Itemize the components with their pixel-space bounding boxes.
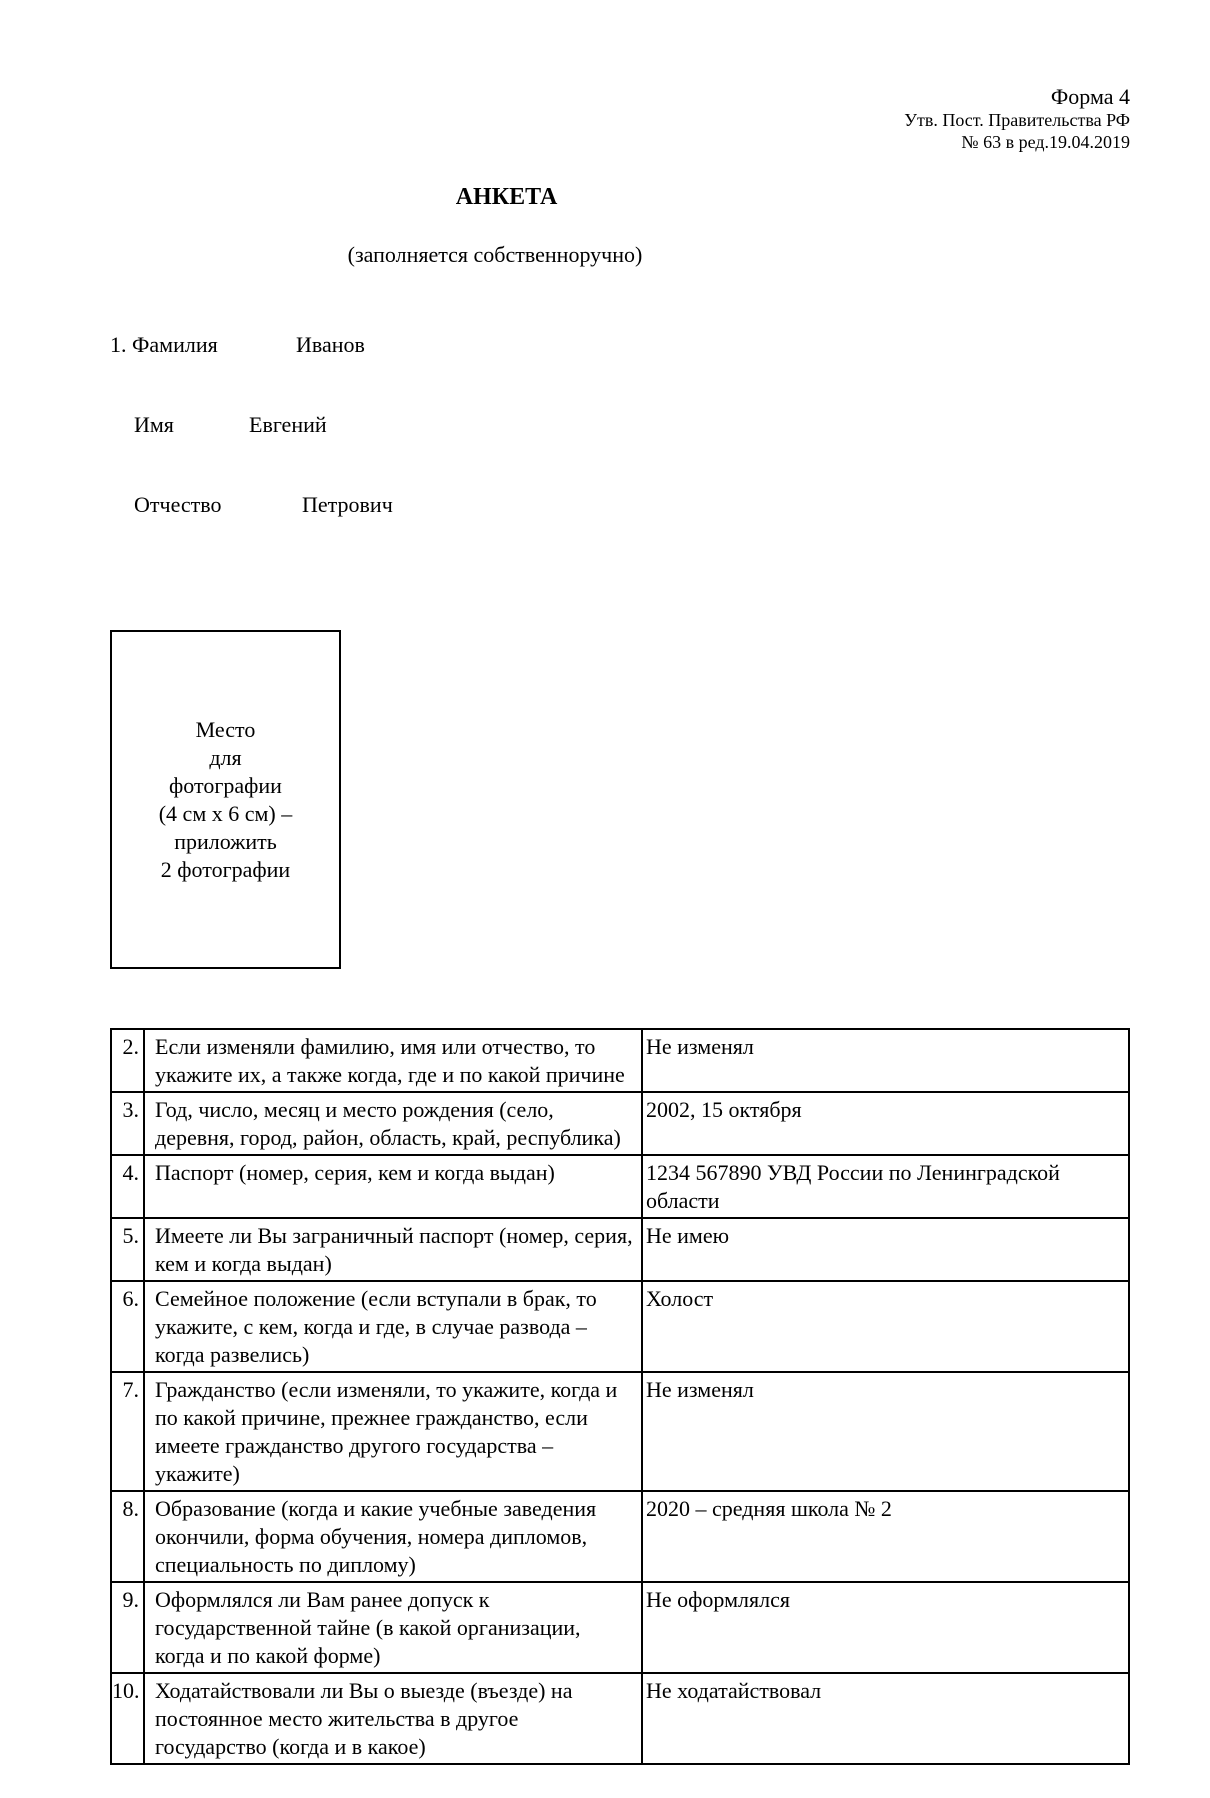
document-subtitle: (заполняется собственноручно) [347,242,643,267]
question-number: 8. [111,1491,144,1582]
table-row [111,1582,1129,1673]
form-number: Форма 4 [1050,84,1130,109]
answer-text: 1234 567890 УВД России по Ленинградской области [642,1155,1129,1218]
table-row [111,1372,1129,1491]
question-text: Имеете ли Вы заграничный паспорт (номер, серия, кем и когда выдан) [144,1218,642,1281]
patronymic-label: Отчество [134,492,222,517]
question-number: 10. [111,1673,144,1764]
questionnaire-table [110,1028,1130,1765]
name-value: Евгений [249,412,327,437]
answer-text: Не имею [642,1218,1129,1281]
document-title: АНКЕТА [455,184,558,210]
question-number: 2. [111,1029,144,1092]
photo-text-line: 2 фотографии [160,856,291,882]
table-row [111,1673,1129,1764]
photo-text-line: приложить [174,828,277,854]
photo-text-line: для [209,744,242,770]
table-row [111,1029,1129,1092]
photo-text-line: Место [195,716,256,742]
answer-text: Холост [642,1281,1129,1372]
table-row [111,1491,1129,1582]
answer-text: Не оформлялся [642,1582,1129,1673]
question-text: Ходатайствовали ли Вы о выезде (въезде) на постоянное место жительства в другое государство (когда и в какое) [144,1673,642,1764]
photo-text-line: (4 см х 6 см) – [158,800,293,826]
questionnaire-table-wrap [110,1028,1130,1765]
answer-text: Не изменял [642,1029,1129,1092]
question-text: Если изменяли фамилию, имя или отчество, то укажите их, а также когда, где и по какой причине [144,1029,642,1092]
question-number: 3. [111,1092,144,1155]
question-number: 5. [111,1218,144,1281]
question-number: 6. [111,1281,144,1372]
answer-text: 2020 – средняя школа № 2 [642,1491,1129,1582]
question-text: Год, число, месяц и место рождения (село, деревня, город, район, область, край, республика) [144,1092,642,1155]
answer-text: 2002, 15 октября [642,1092,1129,1155]
question-number: 4. [111,1155,144,1218]
answer-text: Не ходатайствовал [642,1673,1129,1764]
answer-text: Не изменял [642,1372,1129,1491]
approval-note: Утв. Пост. Правительства РФ [904,110,1130,131]
table-row [111,1155,1129,1218]
question-text: Оформлялся ли Вам ранее допуск к государственной тайне (в какой организации, когда и по какой форме) [144,1582,642,1673]
order-reference: № 63 в ред.19.04.2019 [961,131,1130,152]
table-row [111,1218,1129,1281]
table-row [111,1281,1129,1372]
surname-label: 1. Фамилия [110,332,218,357]
table-row [111,1092,1129,1155]
photo-text-line: фотографии [169,772,282,798]
question-number: 9. [111,1582,144,1673]
form-header [904,84,1130,154]
photo-placeholder [110,630,341,969]
question-text: Гражданство (если изменяли, то укажите, когда и по какой причине, прежнее гражданство, если имеете гражданство другого государства – укажите) [144,1372,642,1491]
patronymic-value: Петрович [302,492,393,517]
question-text: Образование (когда и какие учебные заведения окончили, форма обучения, номера дипломов, специальность по диплому) [144,1491,642,1582]
name-label: Имя [134,412,174,437]
question-text: Паспорт (номер, серия, кем и когда выдан) [144,1155,642,1218]
surname-value: Иванов [296,332,365,357]
question-number: 7. [111,1372,144,1491]
question-text: Семейное положение (если вступали в брак, то укажите, с кем, когда и где, в случае развода – когда развелись) [144,1281,642,1372]
